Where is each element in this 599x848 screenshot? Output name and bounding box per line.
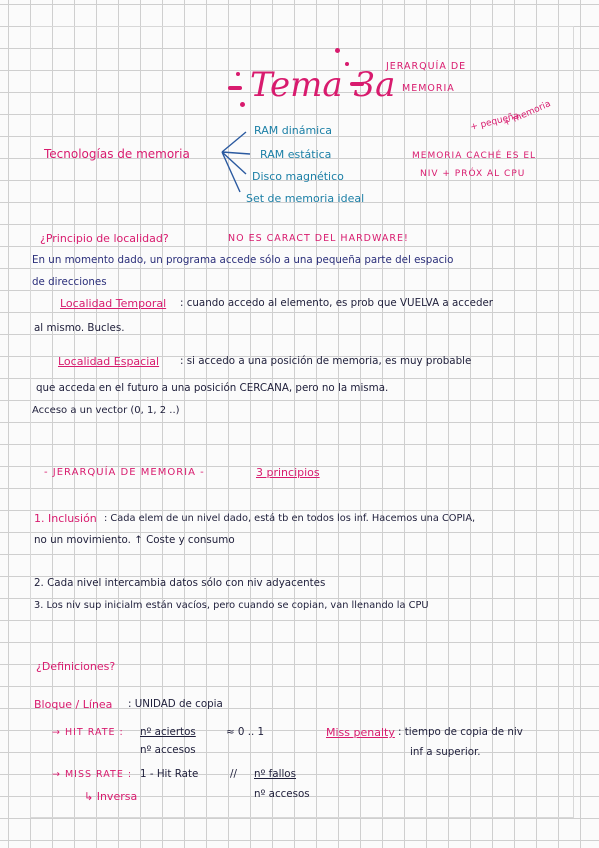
tech-note-top-2: + memoria bbox=[501, 99, 553, 129]
temporal-text2: al mismo. Bucles. bbox=[34, 322, 125, 334]
page-title: Tema 3a bbox=[250, 65, 396, 105]
principle-2-text: 2. Cada nivel intercambia datos sólo con niv adyacentes bbox=[34, 577, 326, 589]
spatial-label: Localidad Espacial bbox=[58, 355, 160, 368]
principle-1-label: 1. Inclusión bbox=[34, 512, 97, 525]
hit-rate-numerator: nº aciertos bbox=[140, 726, 196, 738]
hit-rate-label: → HIT RATE : bbox=[52, 727, 124, 738]
tech-item-disk: Disco magnético bbox=[252, 170, 344, 183]
miss-penalty-label: Miss penalty bbox=[326, 726, 395, 739]
miss-penalty-text1: : tiempo de copia de niv bbox=[398, 726, 523, 738]
spatial-text1: : si accedo a una posición de memoria, es muy probable bbox=[180, 355, 472, 367]
locality-heading: ¿Principio de localidad? bbox=[40, 232, 169, 245]
inverse-note: ↳ Inversa bbox=[84, 790, 138, 803]
miss-rate-denominator: nº accesos bbox=[254, 788, 310, 800]
miss-rate-separator: // bbox=[230, 768, 237, 780]
hierarchy-sub: 3 principios bbox=[256, 466, 320, 479]
tech-label: Tecnologías de memoria bbox=[44, 147, 190, 161]
temporal-label: Localidad Temporal bbox=[60, 297, 167, 310]
tech-note-line1: MEMORIA CACHÉ ES EL bbox=[412, 151, 537, 161]
hit-rate-denominator: nº accesos bbox=[140, 744, 196, 756]
principle-1-text2: no un movimiento. ↑ Coste y consumo bbox=[34, 534, 235, 546]
block-label: Bloque / Línea bbox=[34, 698, 113, 711]
definitions-heading: ¿Definiciones? bbox=[36, 660, 116, 673]
tech-note-top-1: + pequeña bbox=[469, 111, 521, 133]
spatial-text3: Acceso a un vector (0, 1, 2 ..) bbox=[32, 405, 180, 416]
principle-1-text1: : Cada elem de un nivel dado, está tb en todos los inf. Hacemos una COPIA, bbox=[104, 513, 476, 524]
tech-item-ram-dynamic: RAM dinámica bbox=[254, 124, 333, 137]
subtitle-line2: MEMORIA bbox=[402, 83, 455, 94]
locality-heading-note: NO ES CARACT DEL HARDWARE! bbox=[228, 233, 409, 244]
tech-item-ideal: Set de memoria ideal bbox=[246, 192, 365, 205]
miss-rate-numerator: nº fallos bbox=[254, 768, 296, 780]
principle-3-text: 3. Los niv sup inicialm están vacíos, pero cuando se copian, van llenando la CPU bbox=[34, 600, 429, 611]
block-text: : UNIDAD de copia bbox=[128, 698, 223, 710]
spatial-text2: que acceda en el futuro a una posición CERCANA, pero no la misma. bbox=[36, 382, 389, 394]
miss-penalty-text2: inf a superior. bbox=[410, 746, 481, 758]
tech-note-line2: NIV + PRÓX AL CPU bbox=[420, 169, 526, 179]
tech-item-ram-static: RAM estática bbox=[260, 148, 332, 161]
hit-rate-range: ≈ 0 .. 1 bbox=[226, 726, 265, 738]
temporal-text1: : cuando accedo al elemento, es prob que VUELVA a acceder bbox=[180, 297, 494, 309]
locality-line1: En un momento dado, un programa accede sólo a una pequeña parte del espacio bbox=[32, 254, 454, 266]
locality-line2: de direcciones bbox=[32, 276, 107, 288]
miss-rate-label: → MISS RATE : bbox=[52, 769, 133, 780]
miss-rate-formula: 1 - Hit Rate bbox=[140, 768, 199, 780]
hierarchy-heading: - JERARQUÍA DE MEMORIA - bbox=[44, 467, 205, 478]
subtitle-line1: JERARQUÍA DE bbox=[386, 61, 467, 72]
